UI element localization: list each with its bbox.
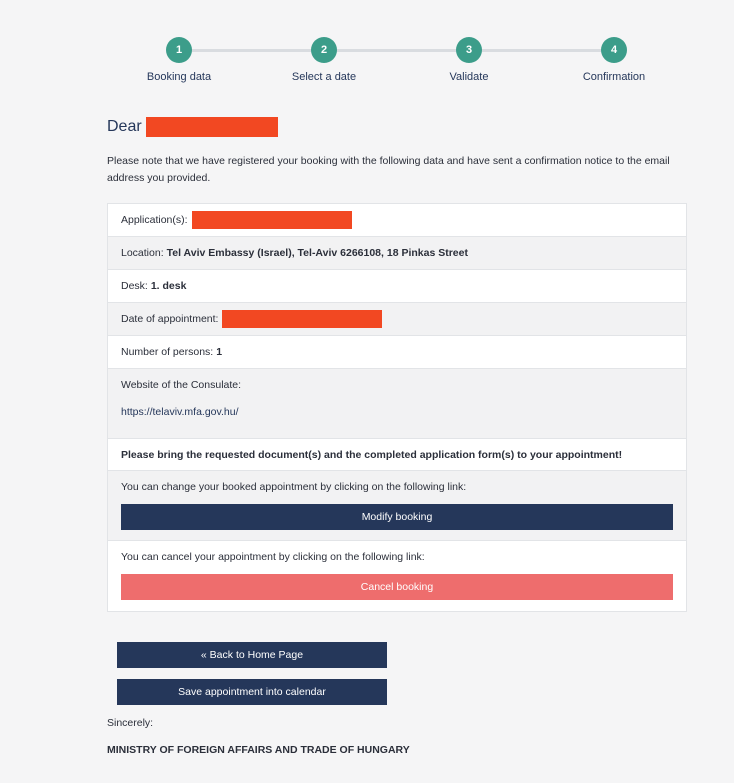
cancel-row: [108, 541, 686, 611]
intro-text: Please note that we have registered your booking with the following data and have sent a confirmation notice to the email address you provided.: [107, 155, 670, 184]
step-number: 2: [311, 37, 337, 63]
persons-row: [108, 336, 686, 369]
step-label: Select a date: [291, 71, 357, 83]
booking-details-panel: [107, 203, 687, 612]
step-label: Booking data: [146, 71, 212, 83]
step-number: 4: [601, 37, 627, 63]
step-number: 1: [166, 37, 192, 63]
website-row: [108, 369, 686, 439]
save-calendar-button[interactable]: Save appointment into calendar: [117, 679, 387, 705]
step-validate: [409, 37, 529, 83]
desk-row: [108, 270, 686, 303]
redacted-date: [222, 310, 382, 328]
modify-booking-button[interactable]: Modify booking: [121, 504, 673, 530]
confirmation-content: [107, 110, 687, 612]
step-booking-data: [119, 37, 239, 83]
notice-row: [108, 439, 686, 471]
step-label: Validate: [449, 71, 489, 83]
persons-label: Number of persons:: [121, 346, 214, 358]
location-value: Tel Aviv Embassy (Israel), Tel-Aviv 6266108, 18 Pinkas Street: [166, 247, 468, 259]
redacted-name: [146, 117, 278, 137]
modify-row: [108, 471, 686, 541]
location-row: [108, 237, 686, 270]
step-confirmation: [554, 37, 674, 83]
applications-row: [108, 204, 686, 237]
website-link[interactable]: https://telaviv.mfa.gov.hu/: [121, 406, 239, 418]
signature-text: MINISTRY OF FOREIGN AFFAIRS AND TRADE OF HUNGARY: [107, 744, 410, 756]
persons-value: 1: [216, 346, 223, 358]
progress-stepper: [0, 0, 734, 100]
cancel-text: You can cancel your appointment by clicking on the following link:: [121, 551, 425, 563]
desk-value: 1. desk: [150, 280, 187, 292]
cancel-booking-button[interactable]: Cancel booking: [121, 574, 673, 600]
back-home-button[interactable]: « Back to Home Page: [117, 642, 387, 668]
sincerely-text: Sincerely:: [107, 717, 154, 729]
step-select-date: [264, 37, 384, 83]
modify-text: You can change your booked appointment by clicking on the following link:: [121, 481, 467, 493]
redacted-applications: [192, 211, 352, 229]
website-label: Website of the Consulate:: [121, 379, 242, 391]
applications-label: Application(s):: [121, 214, 188, 226]
location-label: Location:: [121, 247, 164, 259]
greeting-label: Dear: [107, 118, 142, 135]
stepper-track: [179, 49, 615, 52]
greeting: [107, 110, 687, 144]
notice-text: Please bring the requested document(s) and the completed application form(s) to your appointment!: [121, 448, 623, 461]
date-row: [108, 303, 686, 336]
step-label: Confirmation: [582, 71, 646, 83]
desk-label: Desk:: [121, 280, 148, 292]
date-label: Date of appointment:: [121, 313, 219, 325]
step-number: 3: [456, 37, 482, 63]
